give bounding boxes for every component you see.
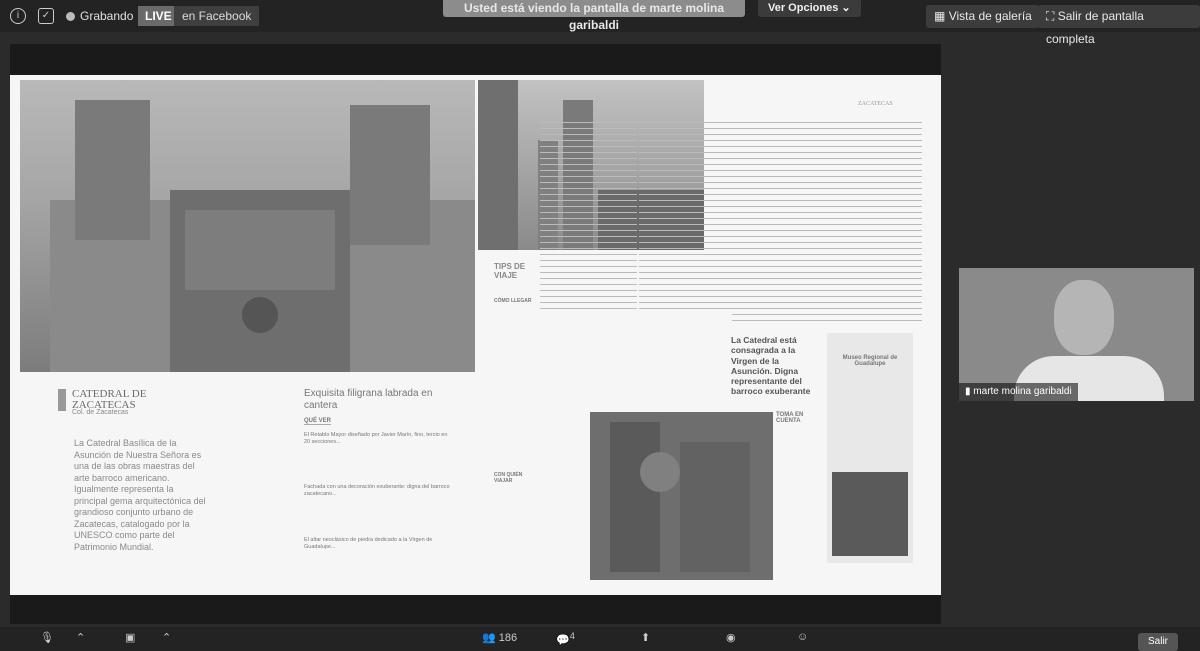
toma-en-cuenta-heading: TOMA EN CUENTA bbox=[776, 412, 804, 424]
article-column-1 bbox=[540, 122, 637, 312]
article-column-4 bbox=[825, 122, 922, 322]
meeting-top-bar bbox=[0, 0, 1200, 46]
article-headline: La Catedral está consagrada a la Virgen de la Asunción. Digna representante del barroco exuberante bbox=[731, 335, 811, 397]
recording-indicator bbox=[66, 9, 133, 23]
tips-title: TIPS DE VIAJE bbox=[494, 262, 526, 280]
audio-options-chevron-icon[interactable]: ⌃ bbox=[76, 632, 86, 644]
participants-button[interactable] bbox=[482, 631, 517, 644]
bullet-item-3: El altar neoclásico de piedra dedicado a la Virgen de Guadalupe... bbox=[304, 537, 433, 550]
video-off-icon[interactable]: ▣ bbox=[125, 632, 136, 644]
info-icon[interactable]: i bbox=[10, 8, 26, 24]
altar-illustration bbox=[590, 412, 773, 580]
title-line2: ZACATECAS bbox=[72, 399, 136, 411]
tips-how-heading: CÓMO LLEGAR bbox=[494, 298, 532, 304]
participant-name-bar bbox=[959, 383, 1078, 401]
article-column-2 bbox=[639, 122, 736, 312]
participant-name: marte molina garibaldi bbox=[973, 386, 1072, 397]
exit-fullscreen-icon: ⛶ bbox=[1046, 9, 1055, 23]
museum-title: Museo Regional de Guadalupe bbox=[842, 355, 898, 367]
document-subtitle: Col. de Zacatecas bbox=[72, 409, 129, 416]
bullet-item-1: El Retablo Mayor diseñado por Javier Marín, fino, tercio en 20 secciones... bbox=[304, 432, 448, 445]
title-line1: CATEDRAL DE bbox=[72, 388, 147, 400]
altar-detail-photo bbox=[590, 412, 773, 580]
gallery-view-button[interactable] bbox=[926, 5, 1040, 28]
tips-with-heading: CON QUIÉN VIAJAR bbox=[494, 472, 523, 484]
share-screen-icon[interactable]: ⬆ bbox=[641, 632, 651, 644]
screen-share-banner: Usted está viendo la pantalla de marte molina garibaldi bbox=[443, 0, 745, 17]
view-options-label: Ver Opciones bbox=[768, 2, 839, 14]
lead-paragraph: La Catedral Basílica de la Asunción de Nuestra Señora es una de las obras maestras del arte barroco americano. Igualmente representa la principal gema arquitectónica del grandioso conjunto urbano de Zacatecas, catalogado por la UNESCO como parte del Patrimonio Mundial. bbox=[74, 438, 206, 552]
shield-icon[interactable]: ✓ bbox=[38, 8, 54, 24]
gallery-view-label: Vista de galería bbox=[948, 9, 1032, 23]
candle-icon bbox=[58, 389, 66, 411]
cathedral-facade-photo bbox=[20, 80, 475, 372]
article-column-3 bbox=[732, 122, 829, 322]
grid-icon: ▦ bbox=[934, 9, 946, 23]
participant-face bbox=[1054, 280, 1114, 355]
museum-painting-photo bbox=[832, 472, 908, 556]
meeting-bottom-bar bbox=[0, 627, 1200, 651]
facebook-live-label: en Facebook bbox=[174, 6, 259, 26]
document-title bbox=[72, 389, 146, 411]
page-number-header: ZACATECAS bbox=[858, 101, 893, 107]
bullet-item-2: Fachada con una decoración exuberante: digna del barroco zacatecano... bbox=[304, 484, 450, 497]
chat-button[interactable] bbox=[556, 631, 575, 647]
chevron-down-icon: ⌄ bbox=[841, 2, 851, 14]
tips-sidebar bbox=[494, 262, 538, 484]
video-options-chevron-icon[interactable]: ⌃ bbox=[162, 632, 172, 644]
record-dot-icon bbox=[66, 12, 75, 21]
exit-fullscreen-label: Salir de pantalla completa bbox=[1046, 9, 1144, 46]
participants-icon: 👥 bbox=[482, 632, 496, 644]
leave-button[interactable]: Salir bbox=[1138, 633, 1178, 651]
view-options-button[interactable] bbox=[758, 0, 861, 17]
record-icon[interactable]: ◉ bbox=[726, 632, 736, 644]
exit-fullscreen-button[interactable] bbox=[1038, 5, 1200, 46]
section-title: Exquisita filigrana labrada en cantera bbox=[304, 388, 433, 411]
que-ver-heading: QUÉ VER bbox=[304, 418, 332, 424]
participant-video-tile[interactable] bbox=[959, 268, 1194, 401]
chat-badge: 4 bbox=[569, 631, 575, 641]
mute-microphone-icon[interactable]: 🎙 bbox=[40, 632, 54, 644]
live-badge: LIVE bbox=[138, 6, 179, 26]
chat-icon: 💬 bbox=[556, 634, 570, 647]
recording-label: Grabando bbox=[80, 9, 134, 23]
participants-count: 186 bbox=[498, 632, 518, 644]
signal-icon: ▮ bbox=[965, 386, 971, 397]
cathedral-illustration bbox=[20, 80, 475, 372]
reactions-icon[interactable]: ☺ bbox=[797, 631, 809, 643]
